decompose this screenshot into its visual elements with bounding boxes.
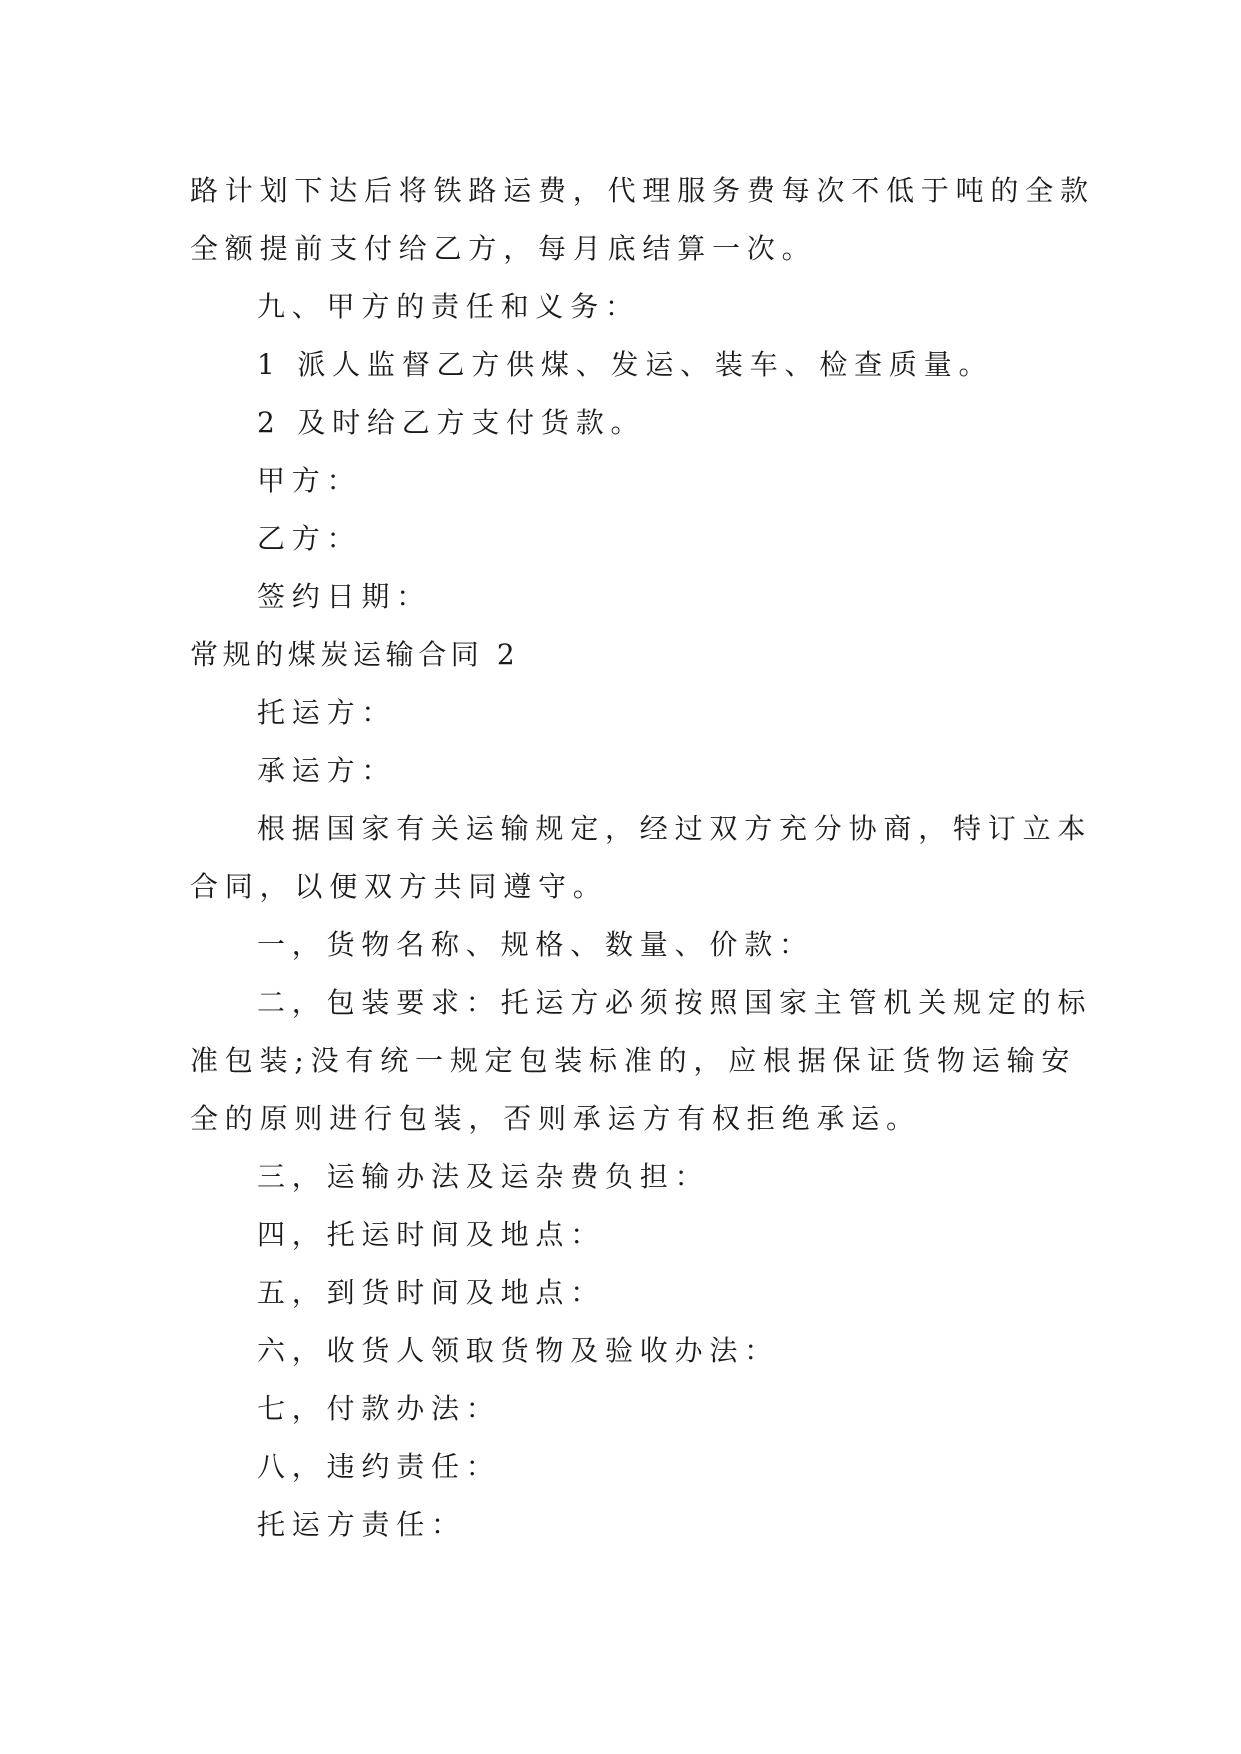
text-line: 托运方：: [257, 696, 397, 729]
text-line: 路计划下达后将铁路运费，代理服务费每次不低于吨的全款: [190, 174, 1095, 207]
text-line: 1 派人监督乙方供煤、发运、装车、检查质量。: [257, 348, 994, 381]
text-line: 全额提前支付给乙方，每月底结算一次。: [190, 232, 817, 265]
text-line: 四，托运时间及地点：: [257, 1218, 606, 1251]
text-line: 一，货物名称、规格、数量、价款：: [257, 928, 814, 961]
text-line: 五，到货时间及地点：: [257, 1276, 606, 1309]
text-line: 七，付款办法：: [257, 1392, 501, 1425]
text-line: 乙方：: [257, 522, 362, 555]
text-line: 全的原则进行包装，否则承运方有权拒绝承运。: [190, 1102, 921, 1135]
document-body: [190, 162, 1095, 1554]
text-line: 六，收货人领取货物及验收办法：: [257, 1334, 780, 1367]
text-line: 2 及时给乙方支付货款。: [257, 406, 646, 439]
text-line: 托运方责任：: [257, 1508, 466, 1541]
text-line: 承运方：: [257, 754, 397, 787]
text-line: 二，包装要求：托运方必须按照国家主管机关规定的标: [257, 986, 1093, 1019]
section-heading: 常规的煤炭运输合同 2: [190, 638, 520, 671]
text-line: 八，违约责任：: [257, 1450, 501, 1483]
text-line: 准包装;没有统一规定包装标准的，应根据保证货物运输安: [190, 1044, 1077, 1077]
text-line: 九、甲方的责任和义务：: [257, 290, 640, 323]
text-line: 根据国家有关运输规定，经过双方充分协商，特订立本: [257, 812, 1093, 845]
text-line: 三，运输办法及运杂费负担：: [257, 1160, 710, 1193]
text-line: 合同，以便双方共同遵守。: [190, 870, 608, 903]
text-line: 甲方：: [257, 464, 362, 497]
text-line: 签约日期：: [257, 580, 432, 613]
